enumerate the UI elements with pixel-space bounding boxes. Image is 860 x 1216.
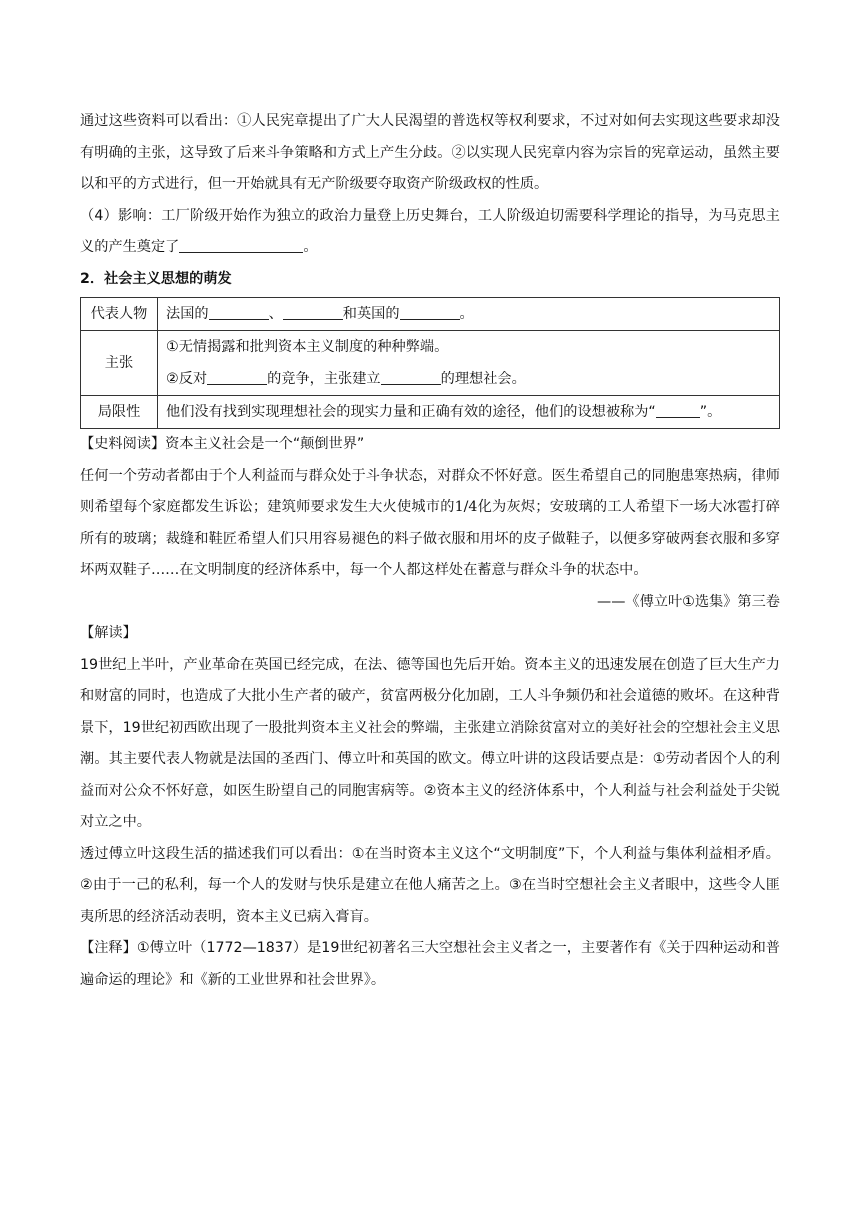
cell-text: 他们没有找到实现理想社会的现实力量和正确有效的途径，他们的设想被称为“	[166, 404, 656, 420]
impact-paragraph	[80, 201, 780, 264]
note-paragraph	[80, 933, 780, 996]
cell-text: 、	[268, 306, 283, 322]
reading-label: 【史料阅读】	[80, 436, 166, 452]
cell-text: 法国的	[166, 306, 209, 322]
table-cell-claims	[158, 331, 780, 396]
interpretation-paragraph-2: 透过傅立叶这段生活的描述我们可以看出：①在当时资本主义这个“文明制度”下，个人利益与集体利益相矛盾。②由于一己的私利，每一个人的发财与快乐是建立在他人痛苦之上。③在当时空想社会主义者眼中，这些令人匪夷所思的经济活动表明，资本主义已病入膏肓。	[80, 845, 780, 925]
table-row	[81, 396, 780, 429]
cell-text: 和英国的	[342, 306, 400, 322]
interpretation-paragraph-1: 19世纪上半叶，产业革命在英国已经完成，在法、德等国也先后开始。资本主义的迅速发展在创造了巨大生产力和财富的同时，也造成了大批小生产者的破产，贫富两极分化加剧，工人斗争频仍和社会道德的败坏。在这种背景下，19世纪初西欧出现了一股批判资本主义社会的弊端，主张建立消除贫富对立的美好社会的空想社会主义思潮。其主要代表人物就是法国的圣西门、傅立叶和英国的欧文。傅立叶讲的这段话要点是：①劳动者因个人的利益而对公众不怀好意，如医生盼望自己的同胞害病等。②资本主义的经济体系中，个人利益与社会利益处于尖锐对立之中。	[80, 656, 780, 830]
reading-title: 资本主义社会是一个“颠倒世界”	[165, 436, 365, 452]
table-cell-limitations	[158, 396, 780, 429]
table-head-limitations: 局限性	[81, 396, 158, 429]
table-head-representatives: 代表人物	[81, 298, 158, 331]
impact-blank[interactable]	[179, 236, 303, 253]
cell-text: ②反对	[166, 371, 208, 387]
blank-1[interactable]	[209, 303, 269, 320]
interpretation-label: 【解读】	[80, 625, 137, 641]
cell-text: ”。	[699, 404, 722, 420]
table-head-claims: 主张	[81, 331, 158, 396]
claim-line-1: ①无情揭露和批判资本主义制度的种种弊端。	[166, 339, 449, 355]
table-row	[81, 298, 780, 331]
cell-text: 。	[459, 306, 474, 322]
section-title: 2．社会主义思想的萌发	[80, 270, 232, 287]
cell-text: 的理想社会。	[440, 371, 526, 387]
note-label: 【注释】	[80, 940, 137, 956]
reading-body: 任何一个劳动者都由于个人利益而与群众处于斗争状态，对群众不怀好意。医生希望自己的同胞患寒热病，律师则希望每个家庭都发生诉讼；建筑师要求发生大火使城市的1/4化为灰烬；安玻璃的工人希望下一场大冰雹打碎所有的玻璃；裁缝和鞋匠希望人们只用容易褪色的料子做衣服和用坏的皮子做鞋子，以便多穿破两套衣服和多穿坏两双鞋子……在文明制度的经济体系中，每一个人都这样处在蓄意与群众斗争的状态中。	[80, 467, 780, 578]
reading-heading	[80, 429, 780, 461]
note-text: ①傅立叶（1772—1837）是19世纪初著名三大空想社会主义者之一，主要著作有《关于四种运动和普遍命运的理论》和《新的工业世界和社会世界》。	[80, 940, 780, 988]
blank-4[interactable]	[207, 368, 267, 385]
blank-3[interactable]	[400, 303, 460, 320]
reading-source: ——《傅立叶①选集》第三卷	[597, 593, 780, 610]
claim-line-2	[166, 363, 771, 395]
page-content	[80, 106, 780, 996]
blank-2[interactable]	[283, 303, 343, 320]
summary-table	[80, 297, 780, 429]
table-row	[81, 331, 780, 396]
impact-text-end: 。	[303, 239, 318, 255]
blank-5[interactable]	[381, 368, 441, 385]
cell-text: 的竞争，主张建立	[267, 371, 381, 387]
impact-text: （4）影响：工厂阶级开始作为独立的政治力量登上历史舞台，工人阶级迫切需要科学理论的指导，为马克思主义的产生奠定了	[80, 207, 780, 255]
table-cell-representatives	[158, 298, 780, 331]
blank-6[interactable]	[656, 401, 700, 418]
analysis-continuation: 通过这些资料可以看出：①人民宪章提出了广大人民渴望的普选权等权利要求，不过对如何去实现这些要求却没有明确的主张，这导致了后来斗争策略和方式上产生分歧。②以实现人民宪章内容为宗旨的宪章运动，虽然主要以和平的方式进行，但一开始就具有无产阶级要夺取资产阶级政权的性质。	[80, 113, 780, 192]
